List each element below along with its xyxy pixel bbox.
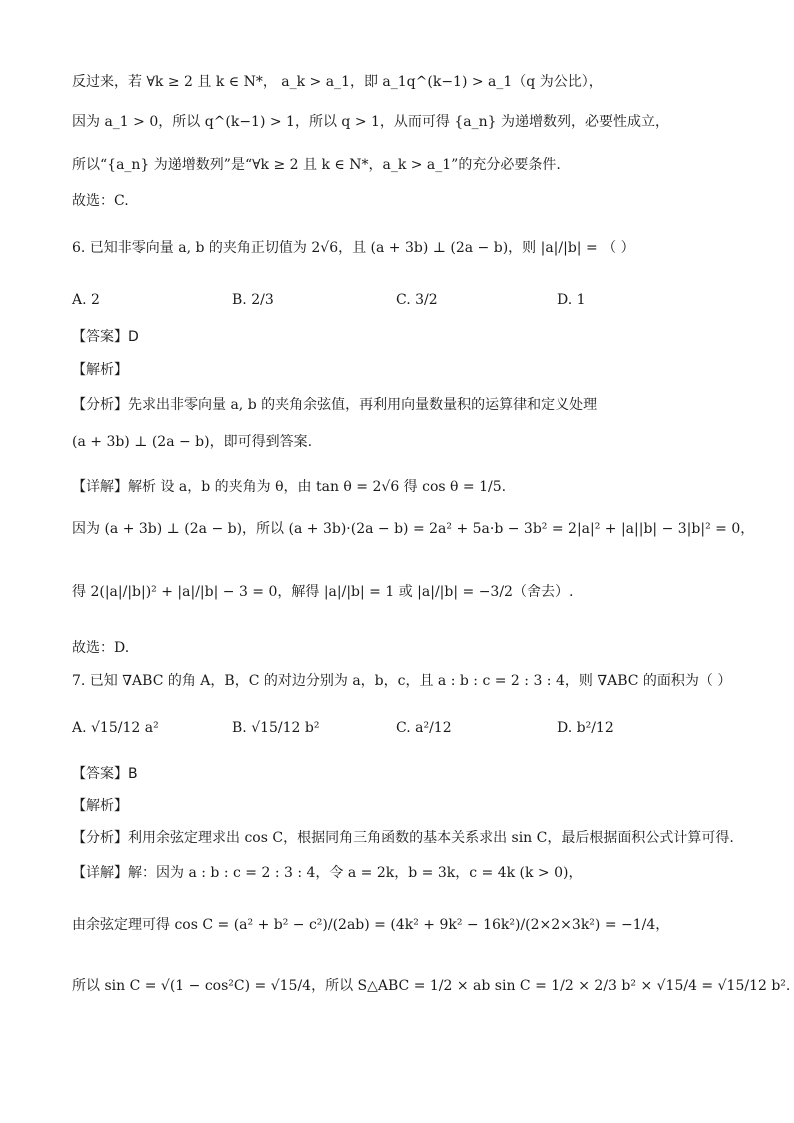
text-line: (a + 3b) ⊥ (2a − b)，即可得到答案. [72, 434, 313, 450]
text-line: 故选：D. [72, 640, 130, 656]
q7-option-b: B. √15/12 b² [232, 720, 320, 736]
q6-option-b: B. 2/3 [232, 292, 274, 308]
text-line: 得 2(|a|/|b|)² + |a|/|b| − 3 = 0，解得 |a|/|b| = 1 或 |a|/|b| = −3/2（舍去）. [72, 584, 574, 600]
text-line: 所以“{a_n} 为递增数列”是“∀k ≥ 2 且 k ∈ N*，a_k > a_1”的充分必要条件. [72, 157, 561, 173]
q7-option-c: C. a²/12 [396, 720, 452, 736]
text-line: 【分析】利用余弦定理求出 cos C，根据同角三角函数的基本关系求出 sin C，最后根据面积公式计算可得. [72, 830, 734, 846]
text-line: 【详解】解：因为 a : b : c = 2 : 3 : 4，令 a = 2k，b = 3k，c = 4k (k > 0)， [72, 865, 583, 881]
analysis-label: 【解析】 [72, 362, 128, 378]
text-line: 【详解】解析 设 a，b 的夹角为 θ，由 tan θ = 2√6 得 cos θ = 1/5. [72, 479, 507, 495]
q7-option-a: A. √15/12 a² [72, 720, 159, 736]
text-line: 故选：C. [72, 193, 129, 209]
question-7-stem: 7. 已知 ∇ABC 的角 A，B，C 的对边分别为 a，b，c，且 a : b : c = 2 : 3 : 4，则 ∇ABC 的面积为（ ） [72, 673, 732, 689]
answer-label: 【答案】D [72, 329, 139, 345]
analysis-label: 【解析】 [72, 798, 128, 814]
text-line: 【分析】先求出非零向量 a, b 的夹角余弦值，再利用向量数量积的运算律和定义处理 [72, 397, 598, 413]
question-6-stem: 6. 已知非零向量 a, b 的夹角正切值为 2√6，且 (a + 3b) ⊥ (2a − b)，则 |a|/|b| = （ ） [72, 240, 635, 256]
text-line: 所以 sin C = √(1 − cos²C) = √15/4，所以 S△ABC = 1/2 × ab sin C = 1/2 × 2/3 b² × √15/4 = √15/12 b². [72, 978, 791, 994]
q7-option-d: D. b²/12 [557, 720, 614, 736]
text-line: 反过来，若 ∀k ≥ 2 且 k ∈ N*， a_k > a_1，即 a_1q^(k−1) > a_1（q 为公比）， [72, 74, 603, 90]
q6-option-a: A. 2 [72, 292, 100, 308]
answer-label: 【答案】B [72, 766, 138, 782]
text-line: 因为 (a + 3b) ⊥ (2a − b)，所以 (a + 3b)·(2a − b) = 2a² + 5a·b − 3b² = 2|a|² + |a||b| − 3|b|² = 0， [72, 521, 755, 537]
q6-option-c: C. 3/2 [396, 292, 438, 308]
text-line: 由余弦定理可得 cos C = (a² + b² − c²)/(2ab) = (4k² + 9k² − 16k²)/(2×2×3k²) = −1/4， [72, 917, 670, 933]
q6-option-d: D. 1 [557, 292, 586, 308]
text-line: 因为 a_1 > 0，所以 q^(k−1) > 1，所以 q > 1，从而可得 {a_n} 为递增数列，必要性成立， [72, 114, 669, 130]
